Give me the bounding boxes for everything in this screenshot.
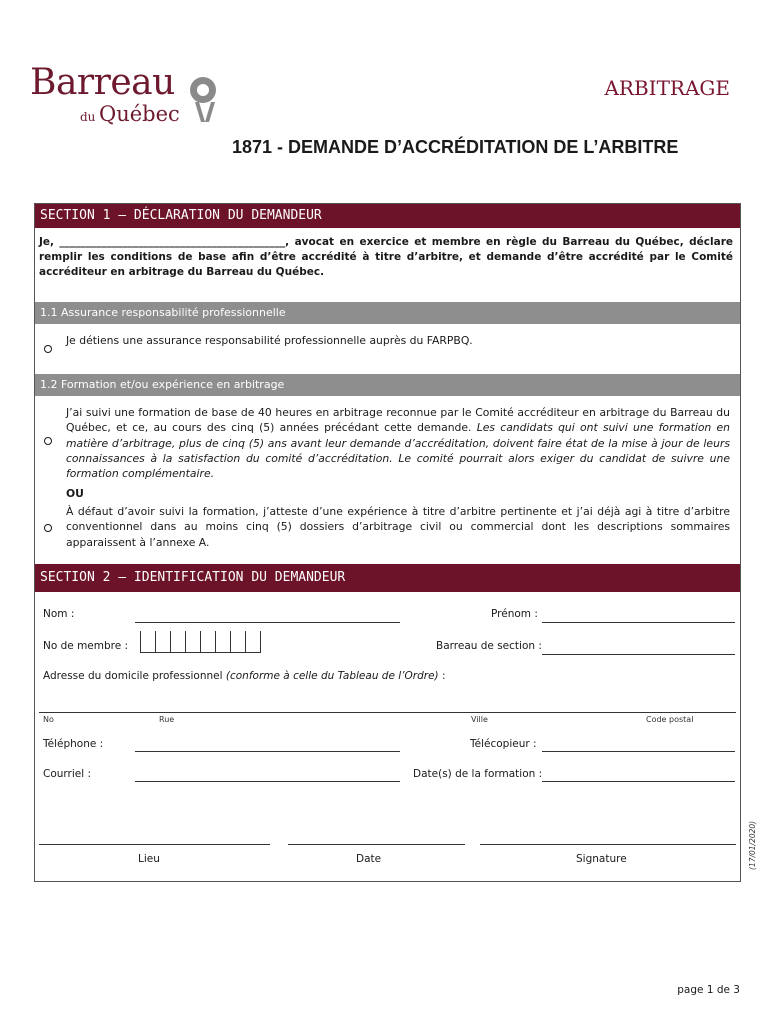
insurance-radio[interactable] — [44, 345, 52, 353]
experience-radio[interactable] — [44, 524, 52, 532]
addr-no-caption: No — [43, 715, 54, 724]
training-option-text — [66, 405, 730, 481]
signature-caption: Signature — [576, 853, 627, 865]
telecopieur-label: Télécopieur : — [470, 738, 537, 750]
revision-date: (17/01/2020) — [748, 820, 757, 870]
lieu-field[interactable] — [39, 844, 270, 845]
addr-cp-caption: Code postal — [646, 715, 694, 724]
or-separator: OU — [66, 487, 84, 500]
nom-label: Nom : — [43, 608, 75, 620]
training-option-italic: Les candidats qui ont suivi une formation en matière d’arbitrage, plus de cinq (5) ans avant leur demande d’accréditation, doivent faire état de la mise à jour de leurs connaissances à la satisfaction du comité d’accréditation. Le comité pourrait alors exiger du candidat de suivre une formation complémentaire. — [66, 421, 730, 481]
prenom-field[interactable] — [542, 622, 735, 623]
subsection-1-2-header: 1.2 Formation et/ou expérience en arbitrage — [35, 374, 740, 396]
courriel-label: Courriel : — [43, 768, 92, 780]
logo-du-text: du — [80, 110, 96, 124]
section1-header: SECTION 1 – DÉCLARATION DU DEMANDEUR — [35, 204, 740, 228]
telecopieur-field[interactable] — [542, 751, 735, 752]
prenom-label: Prénom : — [491, 608, 538, 620]
barreau-section-field[interactable] — [542, 654, 735, 655]
date-field[interactable] — [288, 844, 465, 845]
courriel-field[interactable] — [135, 781, 400, 782]
category-label: ARBITRAGE — [604, 76, 730, 100]
training-radio[interactable] — [44, 437, 52, 445]
formation-dates-label: Date(s) de la formation : — [413, 768, 543, 780]
membre-label: No de membre : — [43, 640, 129, 652]
addr-rue-caption: Rue — [159, 715, 175, 724]
signature-field[interactable] — [480, 844, 736, 845]
page-number: page 1 de 3 — [677, 984, 740, 996]
barreau-logo — [30, 62, 230, 132]
nom-field[interactable] — [135, 622, 400, 623]
formation-dates-field[interactable] — [542, 781, 735, 782]
telephone-field[interactable] — [135, 751, 400, 752]
logo-barreau-text: Barreau — [30, 62, 175, 103]
addr-ville-caption: Ville — [471, 715, 488, 724]
page-title: 1871 - DEMANDE D’ACCRÉDITATION DE L’ARBITRE — [232, 137, 679, 157]
training-option-normal: J’ai suivi une formation de base de 40 heures en arbitrage reconnue par le Comité accréditeur en arbitrage du Barreau du Québec, et ce, au cours des cinq (5) années précédant cette demande. — [66, 406, 730, 435]
adresse-label — [43, 670, 446, 682]
adresse-label-italic: (conforme à celle du Tableau de l’Ordre) — [225, 670, 439, 682]
telephone-label: Téléphone : — [43, 738, 104, 750]
form-frame — [34, 203, 741, 882]
adresse-field[interactable] — [39, 712, 736, 713]
declaration-text: Je, ___________________________________________, avocat en exercice et membre en règle du Barreau du Québec, déclare remplir les conditions de base afin d’être accrédité à titre d’arbitre, et demande d’être accrédité par le Comité accréditeur en arbitrage du Barreau du Québec. — [39, 236, 733, 278]
date-caption: Date — [356, 853, 382, 865]
adresse-label-colon: : — [438, 670, 446, 682]
adresse-label-normal: Adresse du domicile professionnel — [43, 670, 226, 682]
experience-option-text: À défaut d’avoir suivi la formation, j’atteste d’une expérience à titre d’arbitre pertinente et j’ai déjà agi à titre d’arbitre conventionnel dans au moins cinq (5) dossiers d’arbitrage civil ou commercial dont les descriptions sommaires apparaissent à l’annexe A. — [66, 505, 730, 549]
logo-quebec-text: Québec — [99, 102, 180, 126]
barreau-emblem-icon — [187, 74, 221, 124]
subsection-1-1-header: 1.1 Assurance responsabilité professionnelle — [35, 302, 740, 324]
insurance-option-text: Je détiens une assurance responsabilité professionnelle auprès du FARPBQ. — [66, 334, 473, 347]
lieu-caption: Lieu — [138, 853, 160, 865]
section2-header: SECTION 2 – IDENTIFICATION DU DEMANDEUR — [35, 564, 740, 592]
barreau-section-label: Barreau de section : — [436, 640, 542, 652]
